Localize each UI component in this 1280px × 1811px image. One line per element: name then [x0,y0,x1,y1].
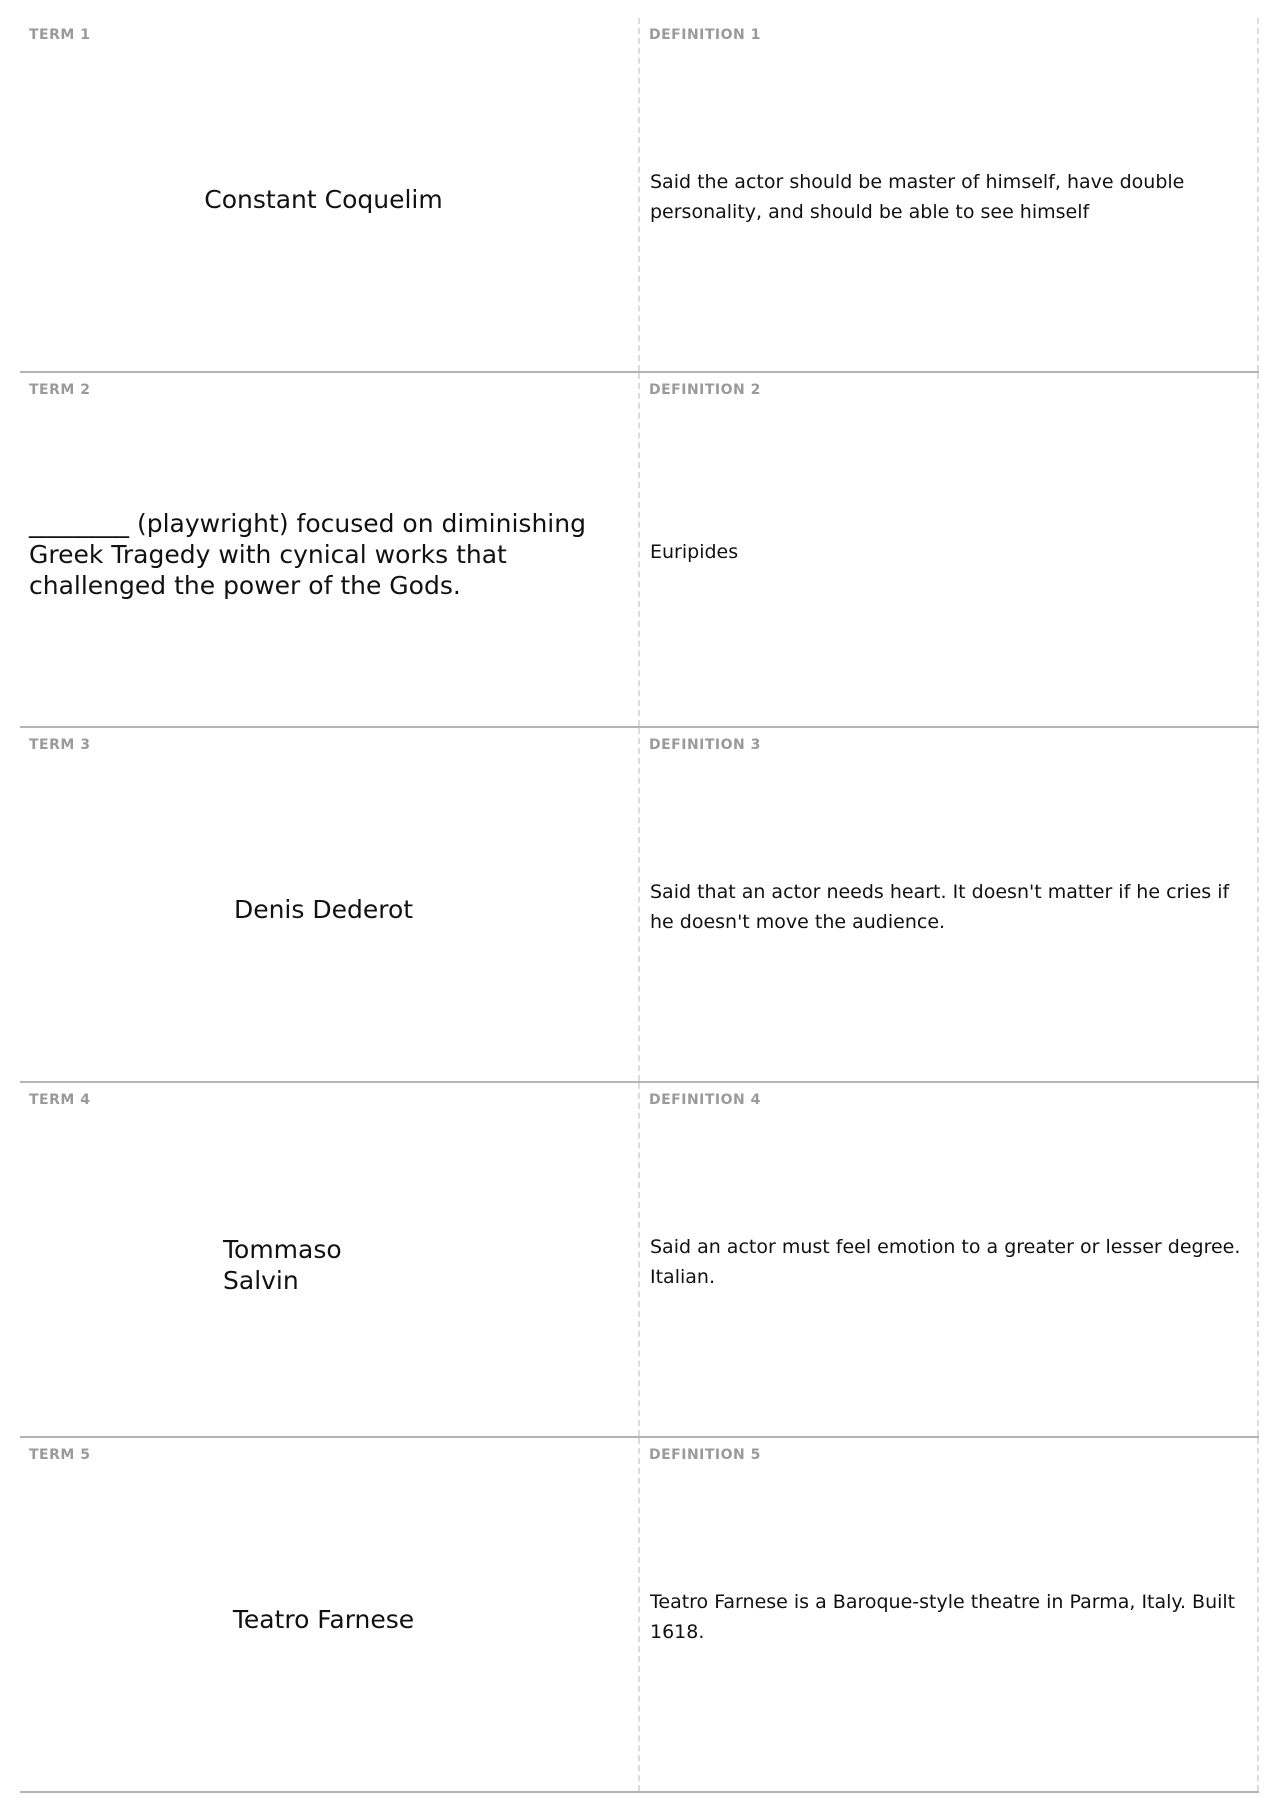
definition-label-4: DEFINITION 4 [649,1092,761,1108]
term-text-1 [29,18,618,371]
flashcard-row-4 [20,1083,1259,1438]
term-value-1: Constant Coquelim [204,185,443,214]
flashcard-row-1 [20,18,1259,373]
definition-text-2 [650,373,1243,726]
definition-text-4 [650,1083,1243,1436]
flashcard-row-5 [20,1438,1259,1793]
term-value-2: ________ (playwright) focused on diminishing Greek Tragedy with cynical works that challenged the power of the Gods. [29,509,586,600]
flashcard-row-2 [20,373,1259,728]
definition-value-4: Said an actor must feel emotion to a greater or lesser degree. Italian. [650,1235,1241,1288]
definition-cell-5 [640,1438,1259,1791]
term-label-3: TERM 3 [29,737,91,753]
term-label-2: TERM 2 [29,382,91,398]
term-label-4: TERM 4 [29,1092,91,1108]
definition-value-3: Said that an actor needs heart. It doesn't matter if he cries if he doesn't move the audience. [650,880,1230,933]
definition-value-1: Said the actor should be master of himself, have double personality, and should be able to see himself [650,170,1185,223]
definition-label-2: DEFINITION 2 [649,382,761,398]
definition-text-1 [650,18,1243,371]
term-cell-2 [20,373,640,726]
definition-label-5: DEFINITION 5 [649,1447,761,1463]
term-cell-3 [20,728,640,1081]
term-text-2 [29,373,618,726]
definition-label-3: DEFINITION 3 [649,737,761,753]
definition-value-5: Teatro Farnese is a Baroque-style theatre in Parma, Italy. Built 1618. [650,1590,1236,1643]
definition-value-2: Euripides [650,540,739,563]
term-cell-4 [20,1083,640,1436]
definition-cell-4 [640,1083,1259,1436]
term-cell-5 [20,1438,640,1791]
definition-cell-2 [640,373,1259,726]
definition-text-3 [650,728,1243,1081]
term-label-1: TERM 1 [29,27,91,43]
term-text-3 [29,728,618,1081]
definition-text-5 [650,1438,1243,1791]
term-value-4: Tommaso Salvin [223,1234,342,1295]
flashcard-sheet [20,18,1259,1793]
definition-cell-1 [640,18,1259,371]
term-text-5 [29,1438,618,1791]
definition-label-1: DEFINITION 1 [649,27,761,43]
flashcard-row-3 [20,728,1259,1083]
term-label-5: TERM 5 [29,1447,91,1463]
term-cell-1 [20,18,640,371]
term-value-5: Teatro Farnese [232,1605,415,1634]
term-text-4 [29,1083,618,1436]
term-value-3: Denis Dederot [233,895,414,924]
definition-cell-3 [640,728,1259,1081]
